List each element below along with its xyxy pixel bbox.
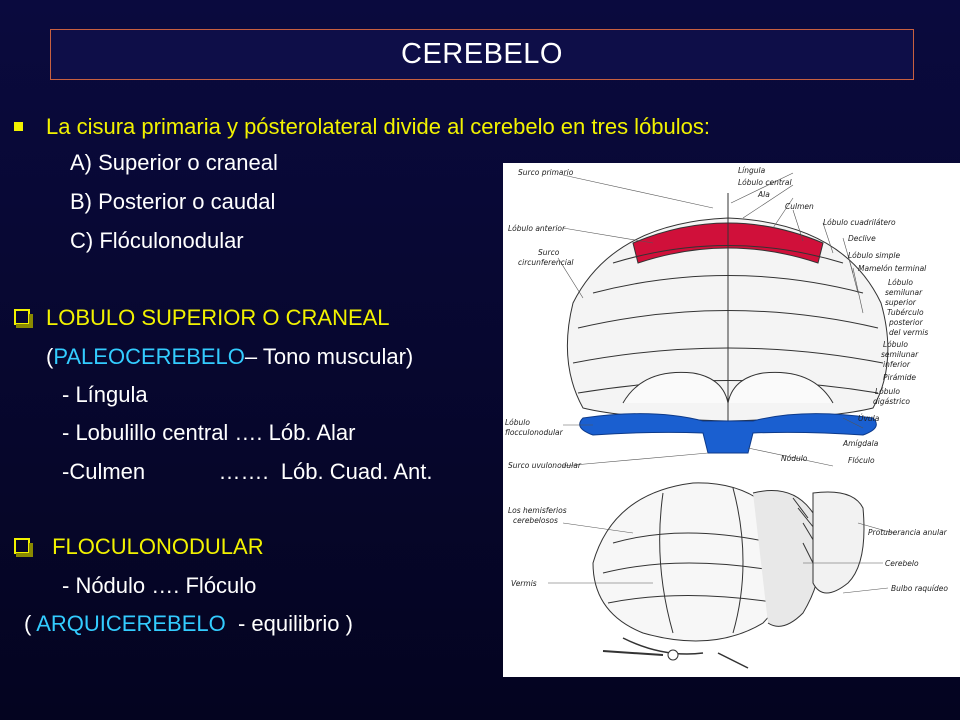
svg-text:Vermis: Vermis bbox=[511, 579, 537, 588]
svg-text:Ala: Ala bbox=[758, 190, 770, 199]
svg-text:Lóbulo: Lóbulo bbox=[888, 278, 913, 287]
superior-item-lingula: - Língula bbox=[62, 382, 148, 407]
svg-text:Cerebelo: Cerebelo bbox=[885, 559, 919, 568]
svg-text:Mamelón terminal: Mamelón terminal bbox=[858, 264, 927, 273]
svg-text:Surco: Surco bbox=[538, 248, 560, 257]
flocculo-heading: FLOCULONODULAR bbox=[46, 534, 264, 559]
paleocerebelo-line bbox=[46, 344, 413, 370]
svg-text:Lóbulo: Lóbulo bbox=[505, 418, 530, 427]
flocculo-item-nodulo: - Nódulo …. Flóculo bbox=[62, 573, 257, 598]
cerebellum-diagram bbox=[503, 163, 960, 677]
svg-text:Úvula: Úvula bbox=[858, 414, 880, 423]
lobe-item-a: A) Superior o craneal bbox=[70, 150, 278, 175]
superior-item-culmen: -Culmen ……. Lób. Cuad. Ant. bbox=[62, 459, 433, 484]
svg-text:Nódulo: Nódulo bbox=[781, 454, 808, 463]
svg-text:circunferencial: circunferencial bbox=[518, 258, 574, 267]
intro-text: La cisura primaria y pósterolateral divide al cerebelo en tres lóbulos: bbox=[46, 114, 711, 139]
svg-text:superior: superior bbox=[885, 298, 916, 307]
svg-text:Lóbulo central: Lóbulo central bbox=[738, 178, 792, 187]
svg-text:Língula: Língula bbox=[738, 166, 766, 175]
cerebellum-lateral-view bbox=[593, 483, 864, 668]
svg-text:digástrico: digástrico bbox=[873, 397, 910, 406]
svg-text:Bulbo raquídeo: Bulbo raquídeo bbox=[891, 584, 948, 593]
svg-text:Lóbulo anterior: Lóbulo anterior bbox=[508, 224, 566, 233]
svg-text:Protuberancia anular: Protuberancia anular bbox=[868, 528, 947, 537]
svg-text:Declive: Declive bbox=[848, 234, 876, 243]
paleocerebelo-function: – Tono muscular) bbox=[244, 344, 414, 369]
svg-text:Amígdala: Amígdala bbox=[843, 439, 879, 448]
svg-text:Culmen: Culmen bbox=[785, 202, 814, 211]
svg-text:posterior: posterior bbox=[889, 318, 923, 327]
checkbox-bullet-icon bbox=[14, 309, 30, 325]
superior-heading: LOBULO SUPERIOR O CRANEAL bbox=[46, 305, 390, 330]
svg-text:Surco primario: Surco primario bbox=[518, 168, 574, 177]
svg-text:semilunar: semilunar bbox=[881, 350, 919, 359]
svg-text:flocculonodular: flocculonodular bbox=[505, 428, 563, 437]
open-paren: ( bbox=[46, 344, 54, 369]
cerebellum-diagram-svg bbox=[503, 163, 960, 677]
cerebellum-top-view bbox=[567, 193, 888, 453]
svg-text:Lóbulo: Lóbulo bbox=[883, 340, 908, 349]
arquicerebelo-line bbox=[24, 611, 353, 637]
svg-text:semilunar: semilunar bbox=[885, 288, 923, 297]
svg-text:Tubérculo: Tubérculo bbox=[887, 308, 924, 317]
svg-text:Lóbulo cuadrilátero: Lóbulo cuadrilátero bbox=[823, 218, 896, 227]
svg-text:Los hemisferios: Los hemisferios bbox=[508, 506, 567, 515]
square-bullet-icon bbox=[14, 122, 23, 131]
checkbox-bullet-icon-2 bbox=[14, 538, 30, 554]
lobe-item-b: B) Posterior o caudal bbox=[70, 189, 276, 214]
svg-text:Surco uvulonodular: Surco uvulonodular bbox=[508, 461, 581, 470]
svg-text:Lóbulo: Lóbulo bbox=[875, 387, 900, 396]
paleocerebelo-term: PALEOCEREBELO bbox=[53, 344, 245, 369]
svg-text:Pirámide: Pirámide bbox=[883, 373, 917, 382]
svg-text:inferior: inferior bbox=[883, 360, 910, 369]
open-paren-2: ( bbox=[24, 611, 37, 636]
svg-text:del vermis: del vermis bbox=[889, 328, 929, 337]
lobe-item-c: C) Flóculonodular bbox=[70, 228, 244, 253]
svg-text:Flóculo: Flóculo bbox=[848, 456, 875, 465]
page-title: CEREBELO bbox=[401, 38, 563, 70]
arquicerebelo-term: ARQUICEREBELO bbox=[36, 611, 226, 636]
svg-text:Lóbulo simple: Lóbulo simple bbox=[848, 251, 901, 260]
svg-text:cerebelosos: cerebelosos bbox=[513, 516, 558, 525]
superior-item-lobulillo: - Lobulillo central …. Lób. Alar bbox=[62, 420, 356, 445]
arquicerebelo-function: - equilibrio ) bbox=[225, 611, 353, 636]
title-box bbox=[50, 29, 914, 80]
